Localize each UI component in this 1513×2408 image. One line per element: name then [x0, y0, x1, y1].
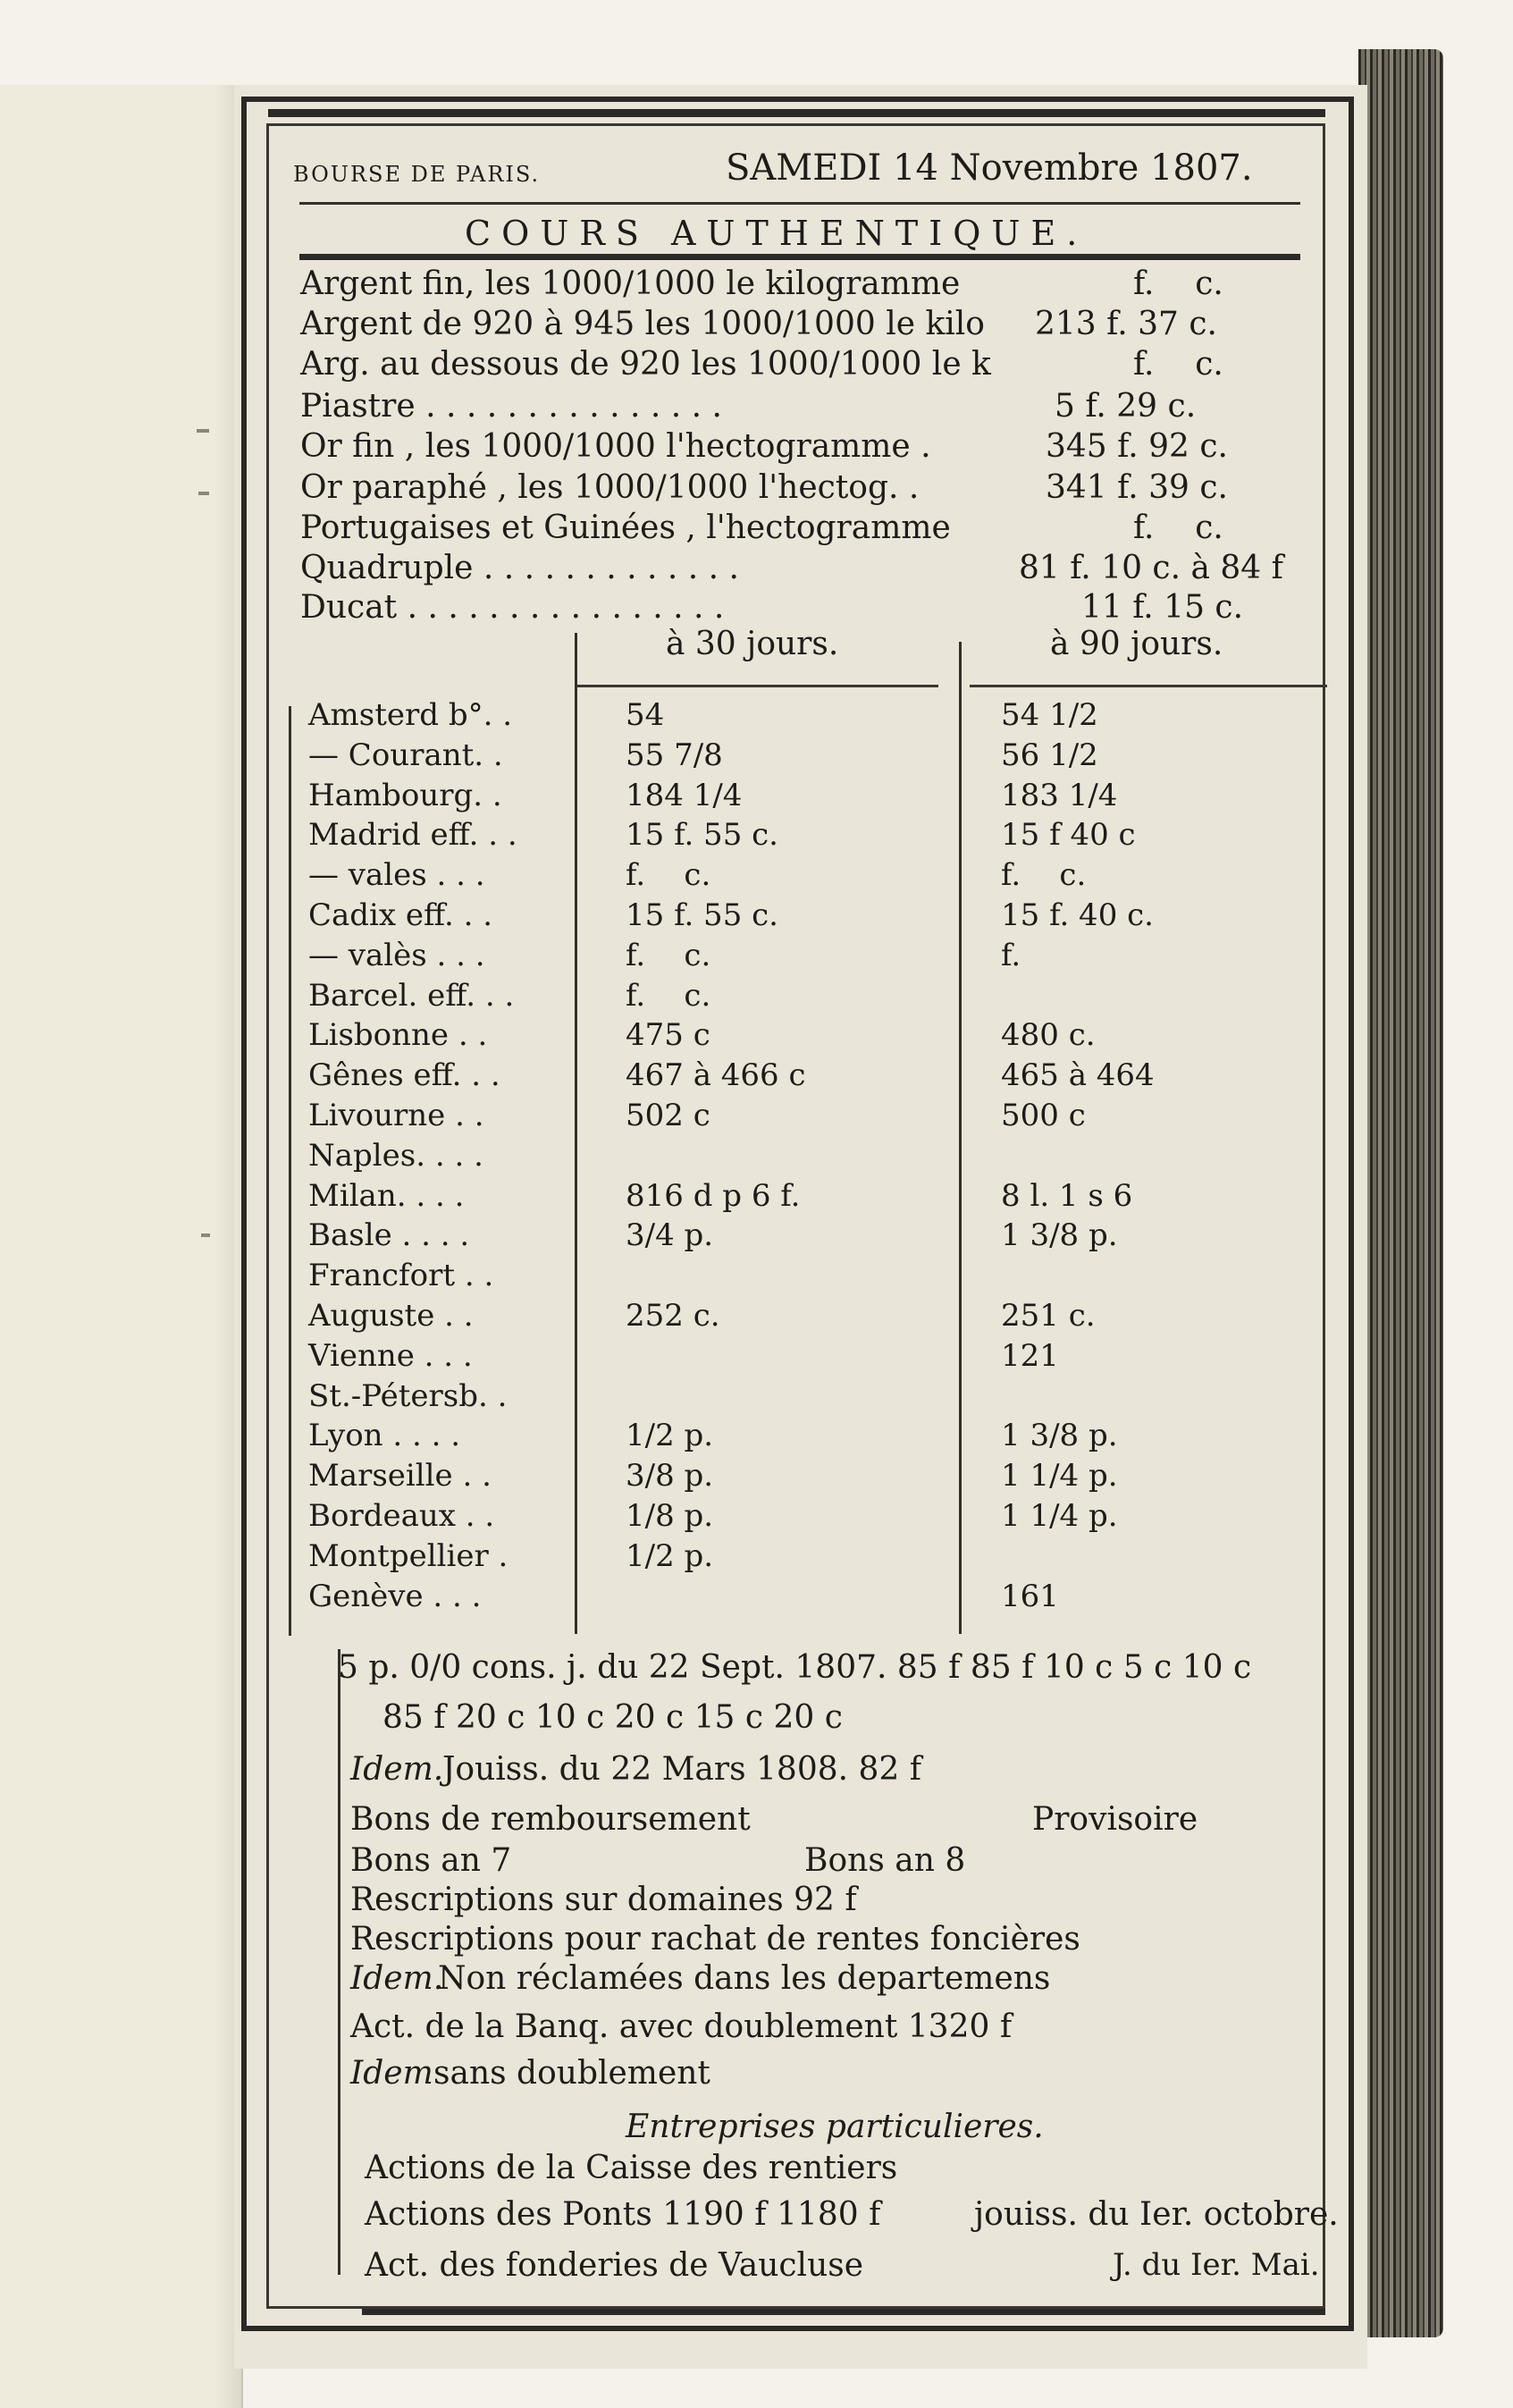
exchange-place: — valès . . . [308, 938, 485, 973]
idem-label: Idem. [350, 1751, 444, 1788]
idem-jouiss: Jouiss. du 22 Mars 1808. 82 f [442, 1751, 922, 1788]
exchange-place: Madrid eff. . . [308, 817, 517, 853]
exchange-place: Francfort . . [308, 1258, 494, 1293]
rate-90-days: 500 c [1001, 1098, 1086, 1133]
actions-banque: Act. de la Banq. avec doublement 1320 f [350, 2008, 1013, 2045]
metal-value: 5 f. 29 c. [1055, 388, 1197, 425]
actions-caisse: Actions de la Caisse des rentiers [365, 2150, 898, 2186]
exchange-place: Auguste . . [308, 1298, 474, 1334]
rate-30-days: 184 1/4 [626, 778, 743, 813]
exchange-place: Bordeaux . . [308, 1498, 495, 1534]
idem2-label: Idem. [350, 1960, 444, 1997]
metal-label: Portugaises et Guinées , l'hectogramme [300, 509, 951, 546]
rate-90-days: 54 1/2 [1001, 697, 1098, 733]
rate-30-days: 15 f. 55 c. [626, 897, 778, 933]
rate-90-days: 1 1/4 p. [1001, 1498, 1118, 1534]
exchange-place: Livourne . . [308, 1098, 484, 1133]
rescriptions-rachat: Rescriptions pour rachat de rentes foncières [350, 1921, 1080, 1958]
rate-30-days: 467 à 466 c [626, 1057, 806, 1093]
provisoire: Provisoire [1032, 1801, 1198, 1838]
bons-an-7: Bons an 7 [350, 1842, 512, 1879]
column-divider [959, 642, 962, 1634]
rate-30-days: 54 [626, 697, 665, 733]
metal-label: Ducat . . . . . . . . . . . . . . . . [300, 589, 725, 626]
rate-30-days: 1/2 p. [626, 1538, 714, 1574]
left-bracket [289, 706, 291, 1636]
rate-90-days: f. c. [1001, 857, 1087, 893]
rate-30-days: 3/4 p. [626, 1217, 714, 1253]
exchange-place: Barcel. eff. . . [308, 978, 515, 1014]
exchange-place: — vales . . . [308, 857, 485, 893]
bons-an-8: Bons an 8 [804, 1842, 966, 1879]
exchange-place: Gênes eff. . . [308, 1057, 500, 1093]
facing-page [0, 85, 243, 2408]
top-rule [268, 109, 1325, 117]
rate-30-days: 1/2 p. [626, 1418, 714, 1453]
header-rule [299, 202, 1300, 205]
metal-value: 81 f. 10 c. à 84 f [1019, 550, 1283, 586]
rescriptions-domaines: Rescriptions sur domaines 92 f [350, 1882, 857, 1918]
rate-90-days: 121 [1001, 1338, 1059, 1374]
page-edges [1358, 49, 1443, 2337]
rate-30-days: 816 d p 6 f. [626, 1178, 801, 1214]
metal-value: 341 f. 39 c. [1046, 469, 1228, 506]
exchange-place: Genève . . . [308, 1579, 482, 1614]
exchange-place: Marseille . . [308, 1458, 492, 1494]
margin-mark [197, 429, 209, 433]
rate-90-days: 56 1/2 [1001, 737, 1098, 773]
bottom-rule [362, 2309, 1325, 2315]
actions-fonderies: Act. des fonderies de Vaucluse [365, 2247, 864, 2284]
header-rule-90 [970, 685, 1327, 687]
rate-90-days: 15 f. 40 c. [1001, 897, 1154, 933]
non-reclamees: Non réclamées dans les departemens [438, 1960, 1051, 1997]
rate-30-days: 3/8 p. [626, 1458, 714, 1494]
header-rule-30 [576, 685, 938, 687]
col-90-header: à 90 jours. [1050, 626, 1223, 662]
rate-30-days: 55 7/8 [626, 737, 723, 773]
date-line: SAMEDI 14 Novembre 1807. [726, 147, 1253, 189]
rate-30-days: f. c. [626, 978, 711, 1014]
margin-mark [201, 1233, 210, 1237]
rate-90-days: f. [1001, 938, 1021, 973]
rente-line-1: 5 p. 0/0 cons. j. du 22 Sept. 1807. 85 f 85 f 10 c 5 c 10 c [338, 1649, 1252, 1686]
left-bracket [338, 1649, 340, 2275]
exchange-name: BOURSE DE PARIS. [293, 162, 541, 187]
rate-30-days: f. c. [626, 938, 711, 973]
fonderies-jouiss: J. du Ier. Mai. [1113, 2247, 1320, 2283]
rate-30-days: 252 c. [626, 1298, 720, 1334]
metal-label: Argent de 920 à 945 les 1000/1000 le kilo [300, 306, 985, 342]
ponts-jouiss: jouiss. du Ier. octobre. [974, 2196, 1339, 2233]
metal-label: Quadruple . . . . . . . . . . . . . [300, 550, 739, 586]
metal-value: f. c. [1133, 509, 1223, 546]
col-30-header: à 30 jours. [666, 626, 839, 662]
rate-90-days: 1 3/8 p. [1001, 1418, 1118, 1453]
metal-value: 11 f. 15 c. [1081, 589, 1244, 626]
exchange-place: Cadix eff. . . [308, 897, 493, 933]
exchange-place: Milan. . . . [308, 1178, 465, 1214]
rate-90-days: 15 f 40 c [1001, 817, 1136, 853]
rente-line-2: 85 f 20 c 10 c 20 c 15 c 20 c [382, 1699, 843, 1736]
metal-label: Piastre . . . . . . . . . . . . . . . [300, 388, 722, 425]
rate-90-days: 465 à 464 [1001, 1057, 1155, 1093]
exchange-place: Lisbonne . . [308, 1017, 488, 1053]
rate-30-days: 475 c [626, 1017, 710, 1053]
metal-value: f. c. [1133, 265, 1223, 302]
metal-label: Argent fin, les 1000/1000 le kilogramme [300, 265, 961, 302]
rate-90-days: 183 1/4 [1001, 778, 1118, 813]
rate-90-days: 1 1/4 p. [1001, 1458, 1118, 1494]
rate-30-days: f. c. [626, 857, 711, 893]
exchange-place: Vienne . . . [308, 1338, 473, 1374]
metal-value: 345 f. 92 c. [1046, 428, 1228, 465]
column-divider [575, 633, 577, 1634]
sans-doublement: sans doublement [433, 2055, 710, 2092]
metal-value: f. c. [1133, 346, 1223, 383]
exchange-place: Lyon . . . . [308, 1418, 461, 1453]
rate-30-days: 502 c [626, 1098, 710, 1133]
rate-90-days: 1 3/8 p. [1001, 1217, 1118, 1253]
idem3-label: Idem [350, 2055, 433, 2092]
exchange-place: St.-Pétersb. . [308, 1378, 508, 1414]
actions-ponts: Actions des Ponts 1190 f 1180 f [365, 2196, 881, 2233]
margin-mark [198, 492, 209, 495]
metal-label: Or paraphé , les 1000/1000 l'hectog. . [300, 469, 920, 506]
exchange-place: Basle . . . . [308, 1217, 470, 1253]
page-title: COURS AUTHENTIQUE. [465, 214, 1089, 253]
rate-30-days: 15 f. 55 c. [626, 817, 778, 853]
exchange-place: Amsterd b°. . [308, 697, 513, 733]
entreprises-title: Entreprises particulieres. [626, 2109, 1044, 2145]
rate-30-days: 1/8 p. [626, 1498, 714, 1534]
rate-90-days: 480 c. [1001, 1017, 1096, 1053]
exchange-place: Montpellier . [308, 1538, 509, 1574]
exchange-place: — Courant. . [308, 737, 503, 773]
title-rule [299, 254, 1300, 260]
exchange-place: Hambourg. . [308, 778, 502, 813]
rate-90-days: 251 c. [1001, 1298, 1096, 1334]
metal-label: Arg. au dessous de 920 les 1000/1000 le k [300, 346, 991, 383]
rate-90-days: 8 l. 1 s 6 [1001, 1178, 1133, 1214]
metal-value: 213 f. 37 c. [1035, 306, 1217, 342]
bons-remboursement: Bons de remboursement [350, 1801, 751, 1838]
rate-90-days: 161 [1001, 1579, 1059, 1614]
exchange-place: Naples. . . . [308, 1138, 483, 1174]
metal-label: Or fin , les 1000/1000 l'hectogramme . [300, 428, 931, 465]
